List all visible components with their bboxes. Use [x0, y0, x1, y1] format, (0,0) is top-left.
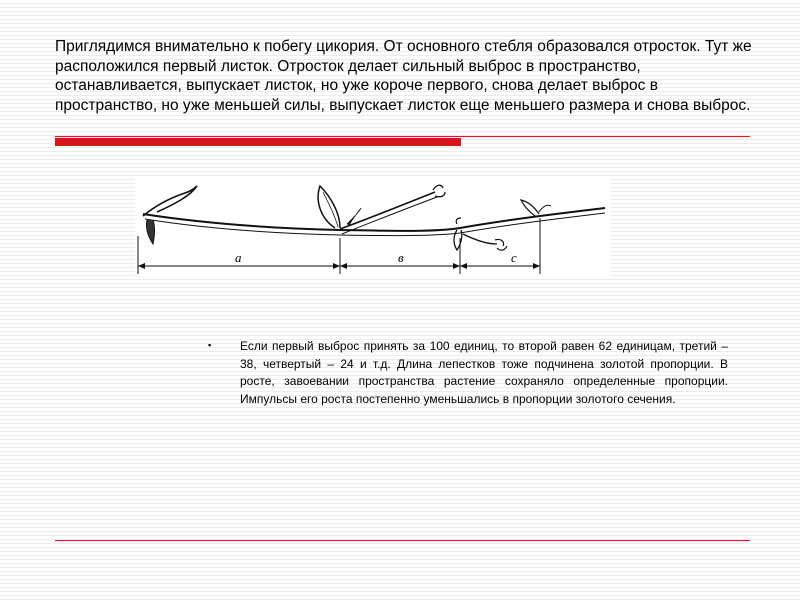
base-leaf — [146, 220, 154, 244]
first-branch-bud — [433, 185, 445, 197]
bullet-item-text: Если первый выброс принять за 100 единиц, то второй равен 62 единицам, третий – 38, четвертый – 24 и т.д. Длина лепестков тоже подчинена золотой пропорции. В росте, завоевании пространства растение сохраняло определенные пропорции. Импульсы его роста постепенно уменьшались в пропорции золотого сечения. — [240, 339, 728, 406]
second-branch-bud — [495, 239, 507, 250]
top-divider-line — [55, 136, 750, 137]
second-branch — [463, 234, 497, 244]
bottom-divider-line — [55, 540, 750, 541]
first-branch — [340, 192, 435, 229]
bullet-marker: ▪ — [208, 340, 212, 350]
third-node-leaf — [521, 200, 539, 216]
segment-label-c: с — [511, 250, 517, 265]
bullet-list — [208, 338, 728, 408]
slide-title: Приглядимся внимательно к побегу цикория. От основного стебля образовался отросток. Тут же расположился первый листок. Отросток делает сильный выброс в пространство, останавливается, выпускает листок, но уже короче первого, снова делает выброс в пространство, но уже меньшей силы, выпускает листок еще меньшего размера и снова выброс. — [55, 38, 752, 114]
segment-label-b: в — [398, 250, 404, 265]
stem-tip-leaf — [143, 186, 197, 216]
segment-label-a: а — [235, 250, 242, 265]
chicory-stem-figure — [135, 178, 610, 278]
top-accent-bar — [55, 138, 461, 146]
